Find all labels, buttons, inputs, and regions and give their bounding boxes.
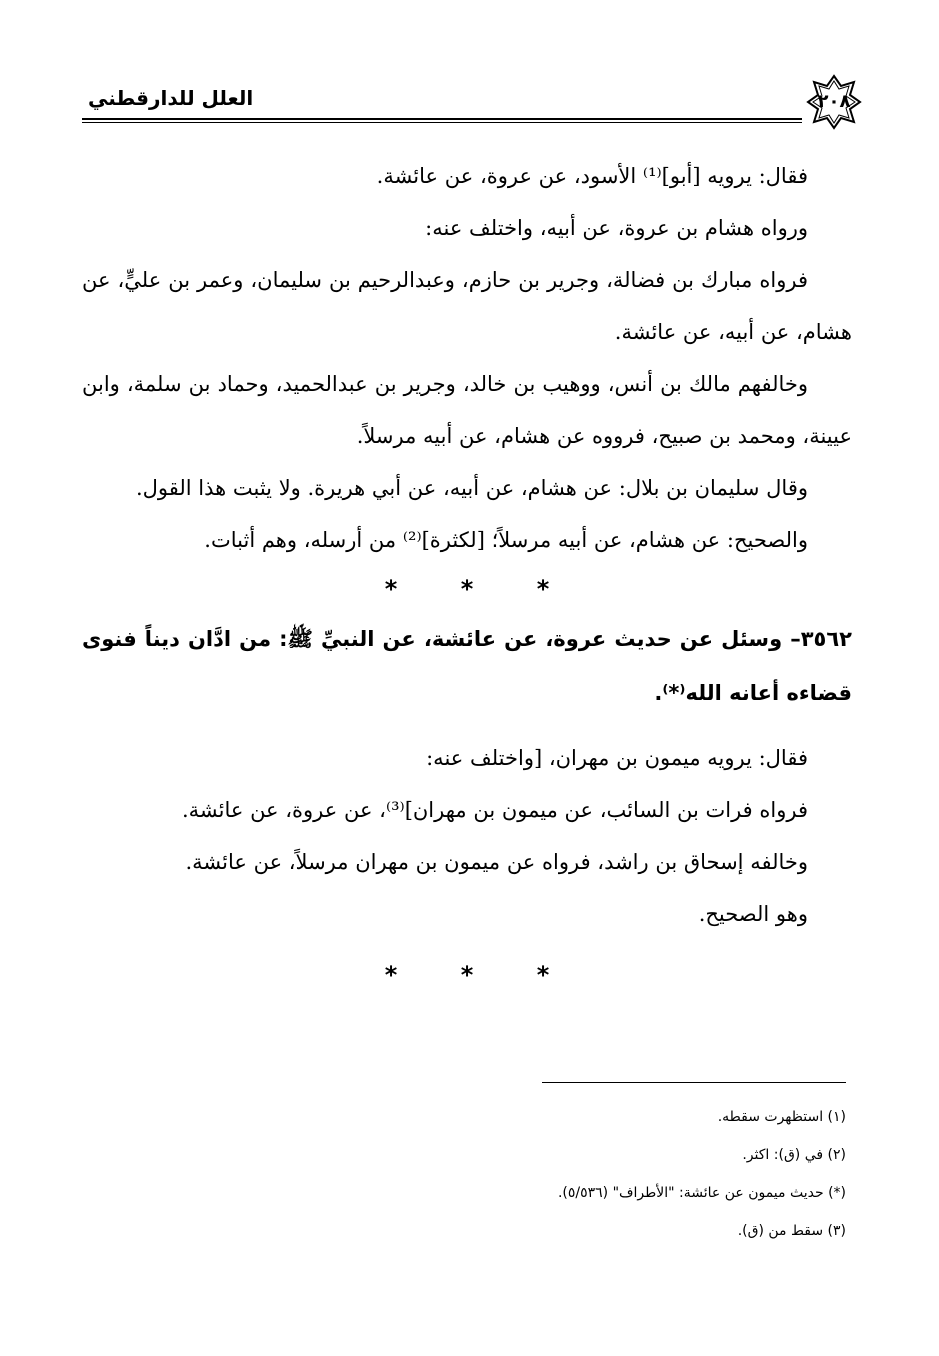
header-rule bbox=[82, 118, 802, 123]
paragraph: وخالفهم مالك بن أنس، ووهيب بن خالد، وجرير بن عبدالحميد، وحماد بن سلمة، وابن عيينة، ومحمد بن صبيح، فرووه عن هشام، عن أبيه مرسلاً. bbox=[82, 372, 852, 448]
footnote: (*) حديث ميمون عن عائشة: "الأطراف" (٥/٥٣٦). bbox=[557, 1185, 846, 1201]
star-mark: * bbox=[536, 961, 550, 989]
entry-heading: ٣٥٦٢– وسئل عن حديث عروة، عن عائشة، عن النبيِّ ﷺ: من ادَّان ديناً فنوى قضاءه أعانه الله⁽*⁾. bbox=[82, 627, 852, 705]
footnote: (٣) سقط من (ق). bbox=[737, 1223, 846, 1239]
page-number-badge bbox=[806, 74, 862, 130]
footnote: (٢) في (ق): اكثر. bbox=[742, 1147, 846, 1163]
footnote: (١) استظهرت سقطه. bbox=[717, 1109, 846, 1125]
star-mark: * bbox=[384, 961, 398, 989]
paragraph: وهو الصحيح. bbox=[698, 902, 808, 926]
paragraph: ورواه هشام بن عروة، عن أبيه، واختلف عنه: bbox=[425, 216, 808, 240]
paragraph: فرواه فرات بن السائب، عن ميمون بن مهران]⁽³⁾، عن عروة، عن عائشة. bbox=[181, 798, 808, 822]
section-separator bbox=[82, 952, 852, 998]
section-separator bbox=[82, 566, 852, 612]
paragraph: فقال: يرويه [أبو]⁽¹⁾ الأسود، عن عروة، عن عائشة. bbox=[376, 164, 808, 188]
star-mark: * bbox=[536, 575, 550, 603]
running-title: العلل للدارقطني bbox=[88, 86, 254, 110]
running-header bbox=[82, 72, 862, 132]
star-mark: * bbox=[460, 961, 474, 989]
paragraph: فرواه مبارك بن فضالة، وجرير بن حازم، وعبدالرحيم بن سليمان، وعمر بن عليٍّ، عن هشام، عن أبيه، عن عائشة. bbox=[82, 268, 852, 344]
paragraph: والصحيح: عن هشام، عن أبيه مرسلاً؛ [لكثرة]⁽²⁾ من أرسله، وهم أثبات. bbox=[204, 528, 808, 552]
footnotes bbox=[300, 1098, 846, 1250]
paragraph: فقال: يرويه ميمون بن مهران، [واختلف عنه: bbox=[426, 746, 808, 770]
paragraph: وقال سليمان بن بلال: عن هشام، عن أبيه، عن أبي هريرة. ولا يثبت هذا القول. bbox=[135, 476, 808, 500]
footnote-rule bbox=[542, 1082, 846, 1083]
star-mark: * bbox=[460, 575, 474, 603]
star-mark: * bbox=[384, 575, 398, 603]
paragraph: وخالفه إسحاق بن راشد، فرواه عن ميمون بن مهران مرسلاً، عن عائشة. bbox=[185, 850, 808, 874]
main-text bbox=[82, 150, 852, 998]
page-number: ٢٠٨ bbox=[817, 91, 851, 112]
